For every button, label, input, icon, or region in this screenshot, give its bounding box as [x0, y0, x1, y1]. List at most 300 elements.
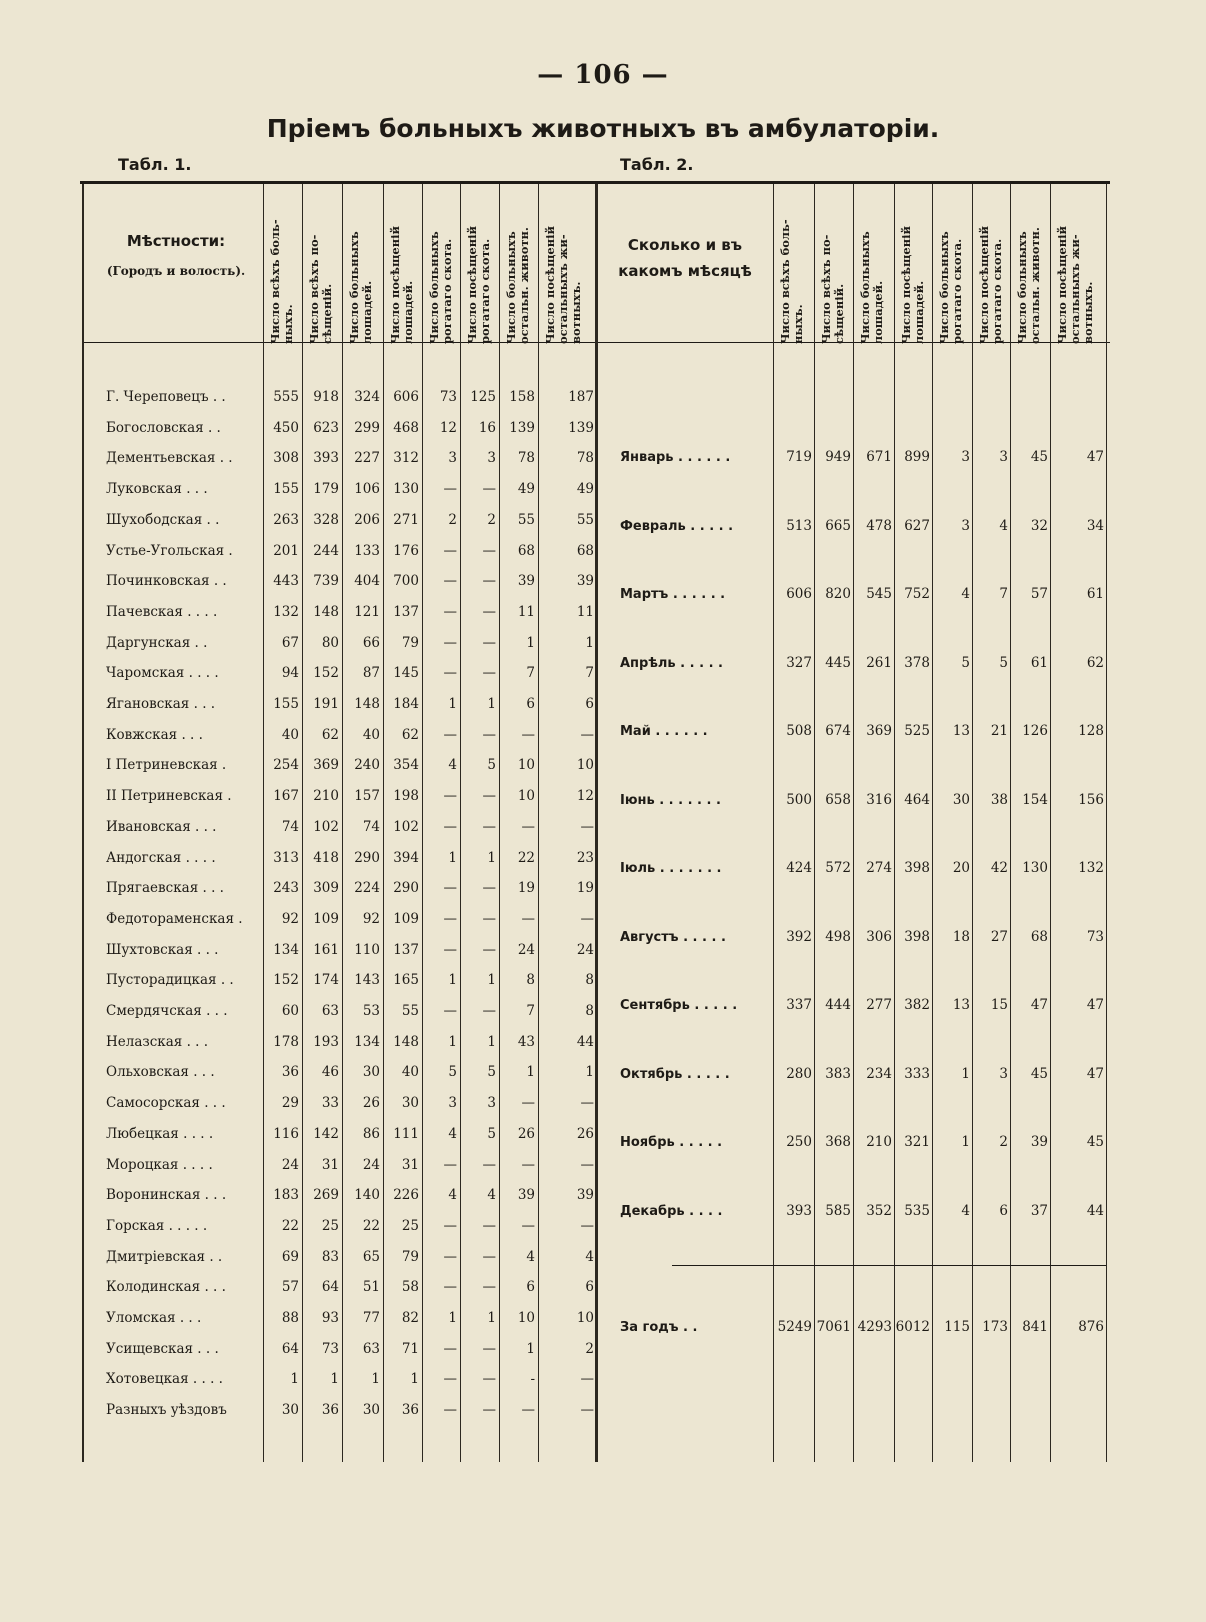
table1-cell: 66 — [362, 634, 380, 651]
table1-cell: — — [482, 1340, 496, 1357]
table1-cell: 55 — [401, 1003, 419, 1019]
t2-column-header: Число посѣщеній рогатаго скота. — [977, 225, 1004, 344]
column-rule — [814, 184, 815, 1462]
table1-cell: 418 — [313, 849, 339, 866]
table1-cell: — — [482, 1003, 496, 1019]
table1-cell: 26 — [517, 1125, 535, 1142]
column-rule — [972, 184, 973, 1462]
table2-cell: 45 — [1086, 1134, 1104, 1150]
table1-cell: 450 — [273, 419, 299, 436]
table1-row — [0, 1270, 600, 1304]
table2-label: Табл. 2. — [620, 155, 694, 174]
table1-place-name: Усищевская . . . — [106, 1340, 219, 1357]
table1-cell: 10 — [576, 757, 594, 774]
table1-cell: — — [443, 1340, 457, 1357]
table2-row — [0, 851, 1110, 885]
table1-cell: 309 — [313, 880, 339, 897]
table1-cell: — — [521, 1156, 535, 1173]
table1-cell: 6 — [585, 696, 594, 712]
table2-cell: 62 — [1086, 654, 1104, 671]
table1-cell: 111 — [393, 1125, 419, 1142]
table2-cell: 42 — [990, 860, 1008, 876]
table1-cell: 328 — [313, 511, 339, 528]
table1-cell: — — [580, 1402, 594, 1419]
table2-cell: 841 — [1022, 1319, 1048, 1335]
table1-cell: 58 — [401, 1279, 419, 1296]
column-rule — [1050, 184, 1051, 1462]
table1-cell: 12 — [576, 788, 594, 805]
table2-cell: 627 — [904, 517, 930, 534]
table1-cell: 24 — [362, 1156, 380, 1173]
table1-cell: 206 — [354, 511, 380, 528]
table1-cell: 31 — [401, 1156, 419, 1173]
table2-cell: 13 — [952, 997, 970, 1013]
table1-cell: 110 — [354, 941, 380, 958]
table2-cell: 6012 — [895, 1319, 930, 1335]
table2-cell: 47 — [1086, 449, 1104, 465]
table1-row — [0, 1362, 600, 1396]
table1-cell: 10 — [576, 1310, 594, 1326]
table2-cell: 525 — [904, 723, 930, 739]
table1-cell: 4 — [585, 1248, 594, 1265]
t2-column-header: Число больныхъ лошадей. — [858, 231, 885, 344]
table1-place-name: Разныхъ уѣздовъ — [106, 1402, 227, 1419]
table1-cell: 78 — [576, 450, 594, 467]
table1-cell: 39 — [517, 573, 535, 590]
table1-cell: 22 — [281, 1217, 299, 1234]
table1-cell: 109 — [313, 910, 339, 927]
table1-cell: 26 — [362, 1095, 380, 1112]
table1-cell: 139 — [509, 419, 535, 436]
t1-column-header: Число всѣхъ по- сѣщеній. — [307, 234, 334, 344]
table2-cell: 500 — [786, 791, 812, 808]
table1-cell: 5 — [448, 1064, 457, 1081]
table1-row — [0, 380, 600, 414]
table1-cell: 19 — [576, 880, 594, 897]
table2-cell: 899 — [904, 449, 930, 465]
table1-cell: 210 — [313, 788, 339, 805]
table2-cell: 4293 — [857, 1319, 892, 1335]
table1-place-name: Колодинская . . . — [106, 1279, 226, 1296]
table1-cell: 158 — [509, 389, 535, 405]
table1-place-name: Мороцкая . . . . — [106, 1156, 213, 1173]
table2-cell: 545 — [866, 586, 892, 602]
table1-row — [0, 1086, 600, 1120]
table1-cell: — — [580, 1156, 594, 1173]
table2-row — [0, 988, 1110, 1022]
table1-cell: 3 — [487, 450, 496, 467]
table1-place-name: Ивановская . . . — [106, 818, 217, 835]
table2-month-name: Іюнь . . . . . . . — [620, 792, 721, 808]
table2-cell: 478 — [866, 517, 892, 534]
table1-cell: 55 — [576, 511, 594, 528]
table2-cell: 47 — [1030, 997, 1048, 1013]
table1-cell: — — [482, 1217, 496, 1234]
table1-cell: 137 — [393, 603, 419, 620]
table1-cell: 148 — [393, 1033, 419, 1050]
table2-cell: 47 — [1086, 1065, 1104, 1082]
table2-cell: 752 — [904, 586, 930, 602]
table1-place-name: Луковская . . . — [106, 481, 208, 498]
table2-total-row — [0, 1310, 1110, 1344]
table1-cell: 2 — [585, 1340, 594, 1357]
table2-cell: 18 — [952, 928, 970, 945]
table1-cell: 94 — [281, 665, 299, 682]
table1-cell: 165 — [393, 972, 419, 989]
table1-cell: 226 — [393, 1187, 419, 1204]
table1-cell: 157 — [354, 788, 380, 805]
table2-cell: 369 — [866, 723, 892, 739]
table1-cell: 1 — [487, 1310, 496, 1326]
table2-cell: 1 — [961, 1134, 970, 1150]
table2-cell: 392 — [786, 928, 812, 945]
table1-cell: 39 — [517, 1187, 535, 1204]
table1-cell: 71 — [401, 1340, 419, 1357]
table2-cell: 132 — [1078, 860, 1104, 876]
table1-place-name: Шухободская . . — [106, 511, 220, 528]
table1-cell: 106 — [354, 481, 380, 498]
table1-cell: 2 — [448, 511, 457, 528]
table1-cell: 393 — [313, 450, 339, 467]
table1-cell: 134 — [273, 941, 299, 958]
table1-cell: — — [482, 1402, 496, 1419]
table1-cell: 43 — [517, 1033, 535, 1050]
table2-row — [0, 1125, 1110, 1159]
table1-cell: 63 — [321, 1003, 339, 1019]
table1-cell: — — [443, 481, 457, 498]
table2-cell: 38 — [990, 791, 1008, 808]
table1-cell: — — [521, 910, 535, 927]
table2-cell: 606 — [786, 586, 812, 602]
table1-cell: — — [521, 726, 535, 743]
table1-place-name: I Петриневская . — [106, 757, 227, 774]
table2-cell: 398 — [904, 860, 930, 876]
table2-row — [0, 714, 1110, 748]
table1-cell: 22 — [362, 1217, 380, 1234]
table1-row — [0, 1025, 600, 1059]
table1-cell: 30 — [401, 1095, 419, 1112]
table2-cell: 719 — [786, 449, 812, 465]
table2-cell: 210 — [866, 1134, 892, 1150]
column-rule — [894, 184, 895, 1462]
table1-cell: 183 — [273, 1187, 299, 1204]
table1-place-name: Ольховская . . . — [106, 1064, 215, 1081]
table1-cell: 443 — [273, 573, 299, 590]
table1-cell: — — [482, 818, 496, 835]
table2-cell: 4 — [961, 1202, 970, 1219]
table1-cell: 224 — [354, 880, 380, 897]
table1-cell: 143 — [354, 972, 380, 989]
table1-cell: 79 — [401, 1248, 419, 1265]
table1-cell: 1 — [526, 1064, 535, 1081]
table1-cell: — — [521, 1095, 535, 1112]
table1-cell: — — [443, 603, 457, 620]
table1-cell: 77 — [362, 1310, 380, 1326]
table2-cell: 3 — [999, 449, 1008, 465]
table1-cell: 1 — [526, 634, 535, 651]
table1-cell: — — [443, 665, 457, 682]
table2-cell: 277 — [866, 997, 892, 1013]
table1-cell: 130 — [393, 481, 419, 498]
table1-cell: 142 — [313, 1125, 339, 1142]
table1-cell: 308 — [273, 450, 299, 467]
table1-cell: — — [443, 1371, 457, 1388]
table2-cell: 665 — [825, 517, 851, 534]
table1-cell: 4 — [526, 1248, 535, 1265]
table1-cell: 102 — [393, 818, 419, 835]
table1-cell: 29 — [281, 1095, 299, 1112]
table2-cell: 44 — [1086, 1202, 1104, 1219]
table2-cell: 572 — [825, 860, 851, 876]
table1-cell: 92 — [362, 910, 380, 927]
table1-cell: 4 — [487, 1187, 496, 1204]
table2-cell: 337 — [786, 997, 812, 1013]
table2-cell: 535 — [904, 1202, 930, 1219]
table1-cell: — — [482, 788, 496, 805]
table2-cell: 130 — [1022, 860, 1048, 876]
table2-month-name: Октябрь . . . . . — [620, 1066, 730, 1082]
table2-cell: 126 — [1022, 723, 1048, 739]
table1-cell: 121 — [354, 603, 380, 620]
table2-cell: 7 — [999, 586, 1008, 602]
table1-cell: 1 — [448, 1033, 457, 1050]
table1-cell: — — [443, 818, 457, 835]
table1-cell: 8 — [585, 972, 594, 989]
table2-cell: 45 — [1030, 449, 1048, 465]
table2-cell: 73 — [1086, 928, 1104, 945]
table1-cell: 1 — [371, 1371, 380, 1388]
table2-month-name: Сентябрь . . . . . — [620, 998, 738, 1013]
table1-cell: — — [482, 1279, 496, 1296]
table1-cell: 369 — [313, 757, 339, 774]
table1-cell: 6 — [585, 1279, 594, 1296]
table1-cell: 5 — [487, 1064, 496, 1081]
table1-cell: 161 — [313, 941, 339, 958]
table1-cell: 271 — [393, 511, 419, 528]
table2-cell: 15 — [990, 997, 1008, 1013]
table1-cell: 555 — [273, 389, 299, 405]
table1-place-name: Самосорская . . . — [106, 1095, 226, 1112]
table1-row — [0, 472, 600, 506]
table2-month-name: Іюль . . . . . . . — [620, 861, 722, 876]
table2-cell: 674 — [825, 723, 851, 739]
table1-cell: 68 — [517, 542, 535, 559]
table1-cell: 145 — [393, 665, 419, 682]
table1-cell: 62 — [401, 726, 419, 743]
t1-column-header: Число всѣхъ боль- ныхъ. — [268, 219, 295, 344]
table2-cell: 61 — [1086, 586, 1104, 602]
table1-place-name: II Петриневская . — [106, 788, 232, 805]
table1-cell: 623 — [313, 419, 339, 436]
t2-column-header: Число больныхъ рогатаго скота. — [937, 231, 964, 344]
table1-cell: — — [443, 788, 457, 805]
table2-row — [0, 1194, 1110, 1228]
table1-cell: — — [443, 542, 457, 559]
table2-cell: 21 — [990, 723, 1008, 739]
table1-cell: 324 — [354, 389, 380, 405]
table1-cell: 24 — [576, 941, 594, 958]
table1-cell: — — [580, 1095, 594, 1112]
table2-cell: 5249 — [777, 1319, 812, 1335]
table1-place-name: Андогская . . . . — [106, 849, 216, 866]
table1-cell: 4 — [448, 1125, 457, 1142]
table1-cell: — — [482, 542, 496, 559]
table1-cell: — — [580, 1217, 594, 1234]
table1-cell: 3 — [448, 1095, 457, 1112]
table2-month-name: Январь . . . . . . — [620, 450, 731, 465]
table1-cell: 40 — [362, 726, 380, 743]
table1-cell: 24 — [281, 1156, 299, 1173]
table1-cell: 4 — [448, 1187, 457, 1204]
table2-cell: 30 — [952, 791, 970, 808]
page-number: — 106 — — [537, 60, 669, 90]
table1-cell: 1 — [330, 1371, 339, 1388]
table2-cell: 378 — [904, 654, 930, 671]
table2-row — [0, 440, 1110, 474]
table1-cell: 10 — [517, 788, 535, 805]
table2-cell: 57 — [1030, 586, 1048, 602]
table1-cell: 36 — [281, 1064, 299, 1081]
table1-cell: — — [482, 726, 496, 743]
t1-column-header: Число больныхъ лошадей. — [347, 231, 374, 344]
table1-place-name: Смердячская . . . — [106, 1003, 228, 1019]
table1-place-name: Г. Череповецъ . . — [106, 389, 226, 405]
table1-place-name: Дмитріевская . . — [106, 1248, 223, 1265]
table2-cell: 820 — [825, 586, 851, 602]
table1-cell: 74 — [281, 818, 299, 835]
table1-cell: 178 — [273, 1033, 299, 1050]
table1-header-sub: (Городъ и волость). — [106, 264, 246, 278]
table1-row — [0, 1240, 600, 1274]
table1-place-name: Шухтовская . . . — [106, 941, 219, 958]
table1-cell: — — [443, 634, 457, 651]
table1-cell: 51 — [362, 1279, 380, 1296]
table1-cell: 201 — [273, 542, 299, 559]
table1-cell: 1 — [526, 1340, 535, 1357]
table2-cell: 949 — [825, 449, 851, 465]
table1-cell: 700 — [393, 573, 419, 590]
table1-cell: 49 — [576, 481, 594, 498]
table1-row — [0, 1393, 600, 1427]
table1-cell: 3 — [448, 450, 457, 467]
table1-cell: 739 — [313, 573, 339, 590]
table1-place-name: Ковжская . . . — [106, 726, 203, 743]
table1-cell: 82 — [401, 1310, 419, 1326]
table1-cell: 33 — [321, 1095, 339, 1112]
table1-cell: — — [443, 941, 457, 958]
table1-cell: — — [482, 880, 496, 897]
table2-cell: 61 — [1030, 654, 1048, 671]
table1-cell: 1 — [487, 696, 496, 712]
table1-place-name: Устье-Угольская . — [106, 542, 233, 559]
table1-cell: — — [482, 634, 496, 651]
table1-cell: 184 — [393, 696, 419, 712]
t1-column-header: Число больныхъ рогатаго скота. — [427, 231, 454, 344]
table1-cell: — — [521, 1402, 535, 1419]
table1-cell: 109 — [393, 910, 419, 927]
table1-cell: 74 — [362, 818, 380, 835]
table1-cell: 174 — [313, 972, 339, 989]
table1-cell: 30 — [362, 1064, 380, 1081]
table2-cell: 498 — [825, 928, 851, 945]
table1-cell: 263 — [273, 511, 299, 528]
table2-row — [0, 577, 1110, 611]
table2-cell: 1 — [961, 1065, 970, 1082]
table1-cell: 243 — [273, 880, 299, 897]
table2-cell: 321 — [904, 1134, 930, 1150]
table1-cell: 65 — [362, 1248, 380, 1265]
table1-cell: — — [580, 910, 594, 927]
table1-cell: 1 — [448, 849, 457, 866]
table1-cell: 290 — [354, 849, 380, 866]
table1-cell: 313 — [273, 849, 299, 866]
table1-label: Табл. 1. — [118, 155, 192, 174]
table1-cell: 193 — [313, 1033, 339, 1050]
table1-cell: 19 — [517, 880, 535, 897]
table1-cell: — — [580, 818, 594, 835]
table1-place-name: Прягаевская . . . — [106, 880, 224, 897]
table2-cell: 445 — [825, 654, 851, 671]
table1-cell: — — [443, 1248, 457, 1265]
table2-month-name: Мартъ . . . . . . — [620, 587, 726, 602]
table1-place-name: Федотораменская . — [106, 910, 243, 927]
table1-cell: — — [482, 603, 496, 620]
table2-cell: 424 — [786, 860, 812, 876]
table1-cell: 55 — [517, 511, 535, 528]
table1-cell: 79 — [401, 634, 419, 651]
column-rule — [1106, 184, 1107, 1462]
table1-cell: 86 — [362, 1125, 380, 1142]
table1-cell: 187 — [568, 389, 594, 405]
table2-cell: 306 — [866, 928, 892, 945]
table2-cell: 658 — [825, 791, 851, 808]
table2-cell: 5 — [999, 654, 1008, 671]
table2-cell: 508 — [786, 723, 812, 739]
table1-cell: 3 — [487, 1095, 496, 1112]
table1-place-name: Уломская . . . — [106, 1310, 202, 1326]
table1-cell: - — [530, 1371, 535, 1388]
table2-cell: 876 — [1078, 1319, 1104, 1335]
table2-cell: 7061 — [816, 1319, 851, 1335]
table1-cell: 62 — [321, 726, 339, 743]
table1-cell: 4 — [448, 757, 457, 774]
table2-month-name: За годъ . . — [620, 1320, 698, 1335]
table1-place-name: Ягановская . . . — [106, 696, 216, 712]
table1-cell: 88 — [281, 1310, 299, 1326]
table1-cell: 26 — [576, 1125, 594, 1142]
table1-cell: 167 — [273, 788, 299, 805]
table1-cell: 11 — [576, 603, 594, 620]
table2-row — [0, 1057, 1110, 1091]
table1-cell: 354 — [393, 757, 419, 774]
table1-place-name: Богословская . . — [106, 419, 221, 436]
table1-cell: 73 — [321, 1340, 339, 1357]
table2-row — [0, 920, 1110, 954]
table1-row — [0, 748, 600, 782]
table1-cell: 30 — [362, 1402, 380, 1419]
table1-cell: 64 — [281, 1340, 299, 1357]
table1-cell: 254 — [273, 757, 299, 774]
table1-cell: — — [443, 1279, 457, 1296]
table1-cell: 5 — [487, 1125, 496, 1142]
table1-cell: 11 — [517, 603, 535, 620]
table1-cell: 60 — [281, 1003, 299, 1019]
table1-cell: 102 — [313, 818, 339, 835]
table2-month-name: Ноябрь . . . . . — [620, 1135, 723, 1150]
table2-cell: 327 — [786, 654, 812, 671]
table1-cell: 64 — [321, 1279, 339, 1296]
table1-cell: — — [482, 941, 496, 958]
